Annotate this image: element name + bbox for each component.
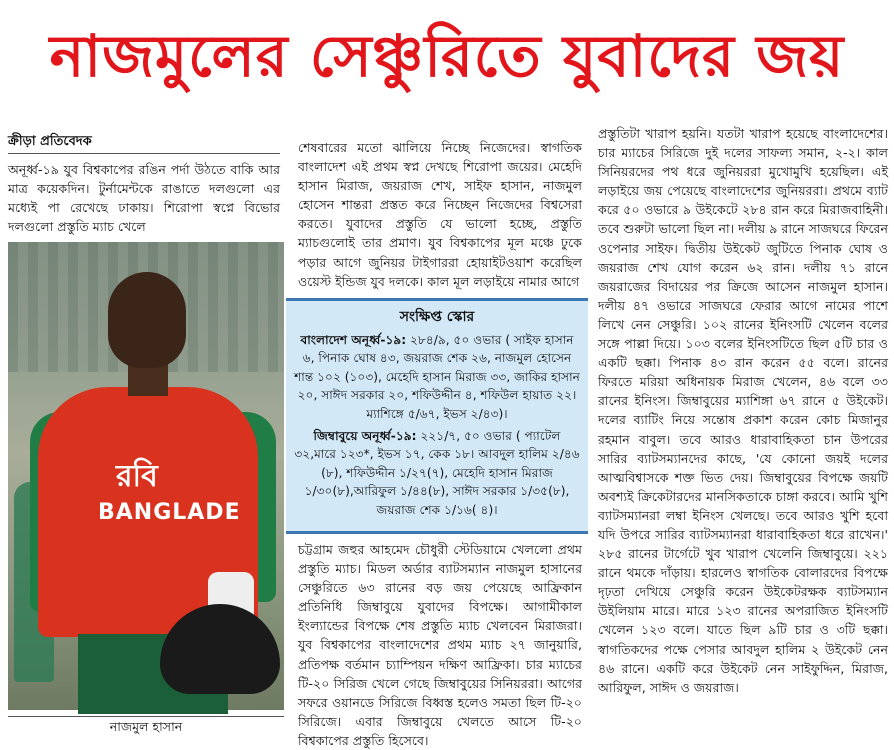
byline: ক্রীড়া প্রতিবেদক [8,132,280,154]
score-zimbabwe [294,427,580,519]
player-head [108,272,186,368]
score-zimbabwe-team: জিম্বাবুয়ে অনূর্ধ্ব-১৯: [313,429,417,444]
photo-caption: নাজমুল হাসান [8,716,284,738]
score-bangladesh-details: ২৮৪/৯, ৫০ ওভার ( সাইফ হাসান ৬, পিনাক ঘোষ ৪৩, জয়রাজ শেক ২৬, নাজমুল হোসেন শান্ত ১০২ (১০৩), মেহেদি হাসান মিরাজ ৩৩, জাকির হাসান ২০, সাঈদ সরকার ২০, শফিউদ্দীন ৪, শফিউল হায়াত ২২। ম্যাশিঙ্গে ৫/৬৭, ইভস ২/৪৩)। [294,333,580,421]
jersey-team-text: BANGLADE [98,500,241,525]
score-zimbabwe-details: ২২১/৭, ৫০ ওভার ( প্যাটেল ৩২,মারে ১২৩*, ইভস ১৭, কেক ১৮। আবদুল হালিম ২/৪৬ (৮), শফিউদ্দীন ১/২৭(৭), মেহেদি হাসান মিরাজ ১/৩০(৮),আরিফুল ১/৪৪(৮), সাঈদ সরকার ১/৩৫(৮), জয়রাজ শেক ১/১৬( ৪)। [294,429,580,517]
article-column-2-bottom: চট্টগ্রাম জহুর আহমেদ চৌধুরী স্টেডিয়ামে খেললো প্রথম প্রস্তুতি ম্যাচ। মিডল অর্ডার ব্যাটসম্যান নাজমুল হাসানের সেঞ্চুরিতে ৬৩ রানের বড় জয় পেয়েছে আফ্রিকান প্রতিনিধি জিম্বাবুয়ে যুবাদের বিপক্ষে। আগামীকাল ইংল্যান্ডের বিপক্ষে শেষ প্রস্তুতি ম্যাচ খেলবেন মিরাজরা। যুব বিশ্বকাপের বাংলাদেশের প্রথম ম্যাচ ২৭ জানুয়ারি, প্রতিপক্ষ বর্তমান চ্যাম্পিয়ন দক্ষিণ আফ্রিকা। চার ম্যাচের টি-২০ সিরিজ খেলে গেছে জিম্বাবুয়ের সিনিয়ররা। আগের সফরে ওয়ানডে সিরিজে বিধ্বস্ত হলেও সমতা ছিল টি-২০ সিরিজে। এবার জিম্বাবুয়ে খেলতে আসে টি-২০ বিশ্বকাপের প্রস্তুতি হিসেবে। [298,542,582,748]
article-column-3: প্রস্তুতিটা খারাপ হয়নি। যতটা খারাপ হয়েছে বাংলাদেশের। চার ম্যাচের সিরিজে দুই দলের সাফল্য সমান, ২-২। কাল সিনিয়রদের পথ ধরে জুনিয়ররা মুখোমুখি হয়েছিল। এই লড়াইয়ে জয় পেয়েছে বাংলাদেশের জুনিয়ররা। প্রথমে ব্যাট করে ৫০ ওভারে ৯ উইকেটে ২৮৪ রান করে মিরাজবাহিনী। তবে শুরুটা ভালো ছিল না। দলীয় ৯ রানে সাজঘরে ফিরেন ওপেনার সাইফ। দ্বিতীয় উইকেট জুটিতে পিনাক ঘোষ ও জয়রাজ শেখ যোগ করেন ৬২ রান। দলীয় ৭১ রানে জয়রাজের বিদায়ের পর ক্রিজে আসেন নাজমুল হাসান। দলীয় ৪৭ ওভারে সাজঘরে ফেরার আগে নামের পাশে লিখে নেন সেঞ্চুরি। ১০২ রানের ইনিংসটি খেলেন বলের সঙ্গে পাল্লা দিয়ে। ১০৩ বলের ইনিংসটিতে ছিল ৫টি চার ও একটি ছক্কা। পিনাক ৪৩ রান করেন ৫৫ বলে। রানের ফিরতে মরিয়া অধিনায়ক মিরাজ খেলেন, ৪৬ বলে ৩৩ রানের ইনিংস। জিম্বাবুয়ের ম্যাশিঙ্গা ৬৭ রানে ৫ উইকেট। দলের ব্যাটিং নিয়ে সন্তোষ প্রকাশ করেন কোচ মিজানুর রহমান বাবুল। তবে আরও ধারাবাহিকতা চান উপরের সারির ব্যাটসম্যানদের কাছে, 'যে কোনো জয়ই দলের আত্মবিশ্বাসকে শক্ত ভিত দেয়। জিম্বাবুয়ের বিপক্ষে জয়টি অবশ্যই ক্রিকেটারদের মানসিকতাকে চাঙ্গা করবে। আমি খুশি ব্যাটসম্যানরা লম্বা ইনিংস খেলছে। তবে আরও খুশি হবো যদি উপরে সারির ব্যাটসম্যানরা ধারাবাহিকতা ধরে রাখেন।' ২৮৫ রানের টার্গেটে খুব খারাপ খেলেনি জিম্বাবুয়ে। ২২১ রানে থমকে দাঁড়ায়। হারলেও স্বাগতিক বোলারদের বিপক্ষে দৃঢ়তা দেখিয়ে সেঞ্চুরি করেন উইকেটরক্ষক ব্যাটসম্যান উইলিয়াম মারে। মারে ১২৩ রানের অপরাজিত ইনিংসটি খেলেন ১২৩ বলে। যাতে ছিল ৯টি চার ও ৩টি ছক্কা। স্বাগতিকদের পক্ষে পেসার আবদুল হালিম ২ উইকেট নেন ৪৬ রানে। একটি করে উইকেট নেন সাইফুদ্দিন, মিরাজ, আরিফুল, সাঈদ ও জয়রাজ। [598,126,888,695]
sponsor-logo: রবি [116,459,158,494]
score-summary-title: সংক্ষিপ্ত স্কোর [399,309,475,325]
article-column-2-top: শেষবারের মতো ঝালিয়ে নিচ্ছে নিজেদের। স্বাগতিক বাংলাদেশ এই প্রথম স্বপ্ন দেখছে শিরোপা জয়ের। মেহেদি হাসান মিরাজ, জয়রাজ শেখ, সাইফ হাসান, নাজমুল হোসেন শান্তরা প্রস্তত করে নিচ্ছেন নিজেদের বিশ্বসেরা করতে। যুবাদের প্রস্তুতি যে ভালো হচ্ছে, প্রস্তুতি ম্যাচগুলোই তার প্রমাণ। যুব বিশ্বকাপের মূল মঞ্চে ঢুকে পড়ার আগে জুনিয়র টাইগাররা হোয়াইটওয়াশ করেছিল ওয়েস্ট ইন্ডিজ যুব দলকে। কাল মূল লড়াইয়ে নামার আগে [298,140,582,289]
score-bangladesh-team: বাংলাদেশ অনূর্ধ্ব-১৯: [300,333,407,347]
player-photo [8,242,284,710]
score-bangladesh [294,331,580,423]
article-column-1: অনূর্ধ্ব-১৯ যুব বিশ্বকাপের রঙিন পর্দা উঠতে বাকি আর মাত্র কয়েকদিন। টুর্নামেন্টকে রাঙাতে দলগুলো এর মধ্যেই পা রেখেছে ঢাকায়। শিরোপা স্বপ্নে বিভোর দলগুলো প্রস্তুতি ম্যাচ খেলে [8,162,280,235]
headline: নাজমুলের সেঞ্চুরিতে যুবাদের জয় [49,21,845,90]
score-summary-box [286,298,588,534]
